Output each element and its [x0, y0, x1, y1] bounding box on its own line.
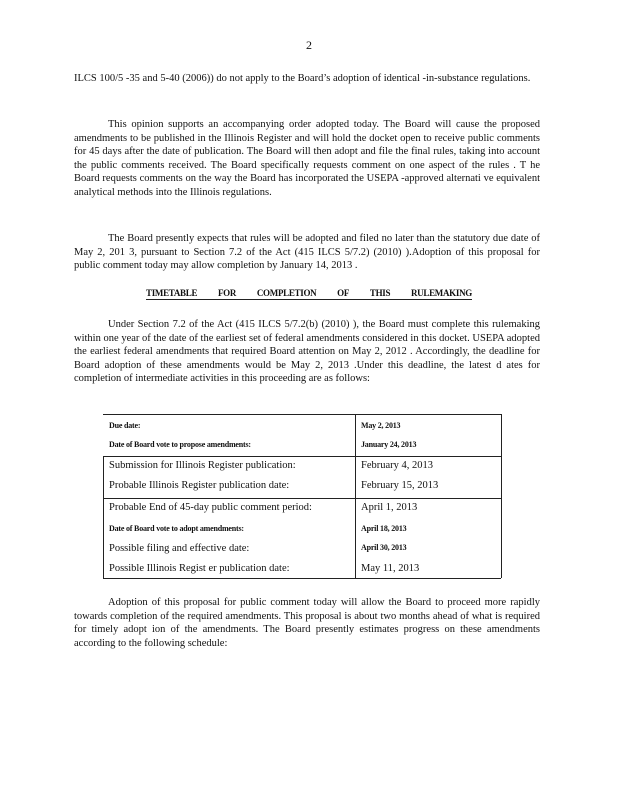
heading-word: FOR	[217, 288, 237, 298]
table-right-border	[501, 414, 502, 578]
paragraph-1: ILCS 100/5 -35 and 5-40 (2006)) do not apply to the Board’s adoption of identical -in-substance regulations.	[74, 73, 531, 84]
event-date: February 15, 2013	[361, 480, 439, 491]
table-left-border	[103, 456, 104, 578]
page-number: 2	[306, 38, 312, 52]
table-bottom-border	[103, 578, 501, 579]
event-label: Possible Illinois Regist er publication date:	[109, 563, 290, 574]
event-label: Probable Illinois Register publication date:	[109, 480, 290, 491]
table-divider	[103, 456, 501, 457]
event-label: Due date:	[109, 421, 141, 430]
table-column-divider	[355, 414, 356, 578]
timetable-heading	[146, 288, 472, 300]
event-date: April 30, 2013	[361, 543, 407, 552]
heading-word: OF	[337, 288, 350, 298]
event-date: April 18, 2013	[361, 524, 407, 533]
event-label: Possible filing and effective date:	[109, 543, 250, 554]
paragraph-2: This opinion supports an accompanying order adopted today. The Board will cause the proposed amendments to be published in the Illinois Register and will hold the docket open to receive public comments for 45 days after the date of publication. The Board will then adopt and file the final rules, taking into account the public comments received. The Board specifically requests comment on one aspect of the rules . T he Board requests comments on the way the Board has incorporated the USEPA -approved alternati ve equivalent analytical methods into the Illinois regulations.	[74, 119, 540, 198]
paragraph-5: Adoption of this proposal for public comment today will allow the Board to proceed more rapidly towards completion of the required amendments. This proposal is about two months ahead of what is required for timely adopt ion of the amendments. The Board presently estimates progress on these amendments according to the following schedule:	[74, 597, 540, 649]
heading-word: THIS	[369, 288, 391, 298]
event-date: May 2, 2013	[361, 421, 401, 430]
heading-word: TIMETABLE	[146, 288, 198, 298]
event-label: Probable End of 45-day public comment period:	[109, 502, 312, 513]
heading-word: COMPLETION	[256, 288, 317, 298]
event-label: Date of Board vote to adopt amendments:	[109, 524, 244, 533]
heading-word: RULEMAKING	[410, 288, 472, 298]
event-label: Submission for Illinois Register publication:	[109, 460, 296, 471]
event-date: February 4, 2013	[361, 460, 434, 471]
event-date: May 11, 2013	[361, 563, 420, 574]
event-label: Date of Board vote to propose amendments:	[109, 440, 251, 449]
event-date: April 1, 2013	[361, 502, 418, 513]
paragraph-3: The Board presently expects that rules will be adopted and filed no later than the statutory due date of May 2, 201 3, pursuant to Section 7.2 of the Act (415 ILCS 5/7.2) (2010) ).Adoption of this proposal for public comment today may allow completion by January 14, 2013 .	[74, 233, 540, 271]
paragraph-4: Under Section 7.2 of the Act (415 ILCS 5/7.2(b) (2010) ), the Board must complete this rulemaking within one year of the date of the earliest set of federal amendments considered in this docket. USEPA adopted the earliest federal amendments that required Board attention on May 2, 2012 . Accordingly, the deadline for Board adoption of these amendments would be May 2, 2013 .Under this deadline, the latest d ates for completion of intermediate activities in this proceeding are as follows:	[74, 319, 540, 384]
table-top-border	[103, 414, 501, 415]
table-divider	[103, 498, 501, 499]
event-date: January 24, 2013	[361, 440, 417, 449]
